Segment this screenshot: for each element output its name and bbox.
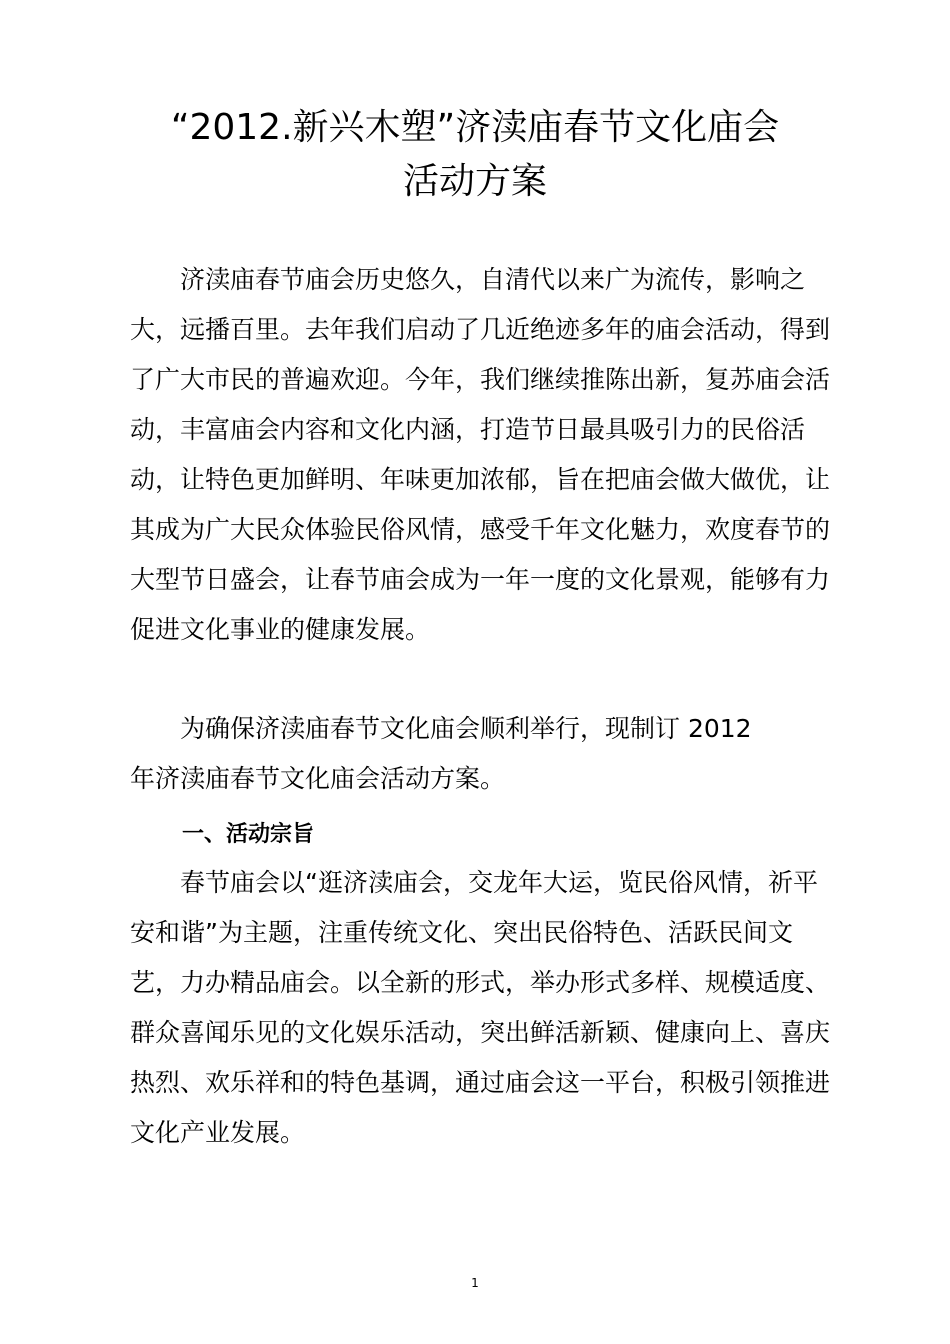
activity-purpose-paragraph: 春节庙会以“逛济渎庙会，交龙年大运，览民俗风情，祈平安和谐”为主题，注重传统文化、突出民俗特色、活跃民间文艺，力办精品庙会。以全新的形式，举办形式多样、规模适度、群众喜闻乐见的文化娱乐活动，突出鲜活新颖、健康向上、喜庆热烈、欢乐祥和的特色基调，通过庙会这一平台，积极引领推进文化产业发展。 xyxy=(130,868,831,1147)
purpose-paragraph-line-1: 为确保济渎庙春节文化庙会顺利举行，现制订 2012 xyxy=(180,714,752,743)
document-title-line-2: 活动方案 xyxy=(402,161,547,202)
purpose-paragraph xyxy=(130,704,830,804)
section-heading-activity-purpose: 一、活动宗旨 xyxy=(182,822,315,847)
document-title-line-1: “2012.新兴木塑”济渎庙春节文化庙会 xyxy=(170,107,780,148)
purpose-paragraph-line-2: 年济渎庙春节文化庙会活动方案。 xyxy=(130,764,506,793)
intro-paragraph: 济渎庙春节庙会历史悠久，自清代以来广为流传，影响之大，远播百里。去年我们启动了几近绝迹多年的庙会活动，得到了广大市民的普遍欢迎。今年，我们继续推陈出新，复苏庙会活动，丰富庙会内容和文化内涵，打造节日最具吸引力的民俗活动，让特色更加鲜明、年味更加浓郁，旨在把庙会做大做优，让其成为广大民众体验民俗风情，感受千年文化魅力，欢度春节的大型节日盛会，让春节庙会成为一年一度的文化景观，能够有力促进文化事业的健康发展。 xyxy=(130,265,831,644)
page-number: 1 xyxy=(471,1276,479,1290)
